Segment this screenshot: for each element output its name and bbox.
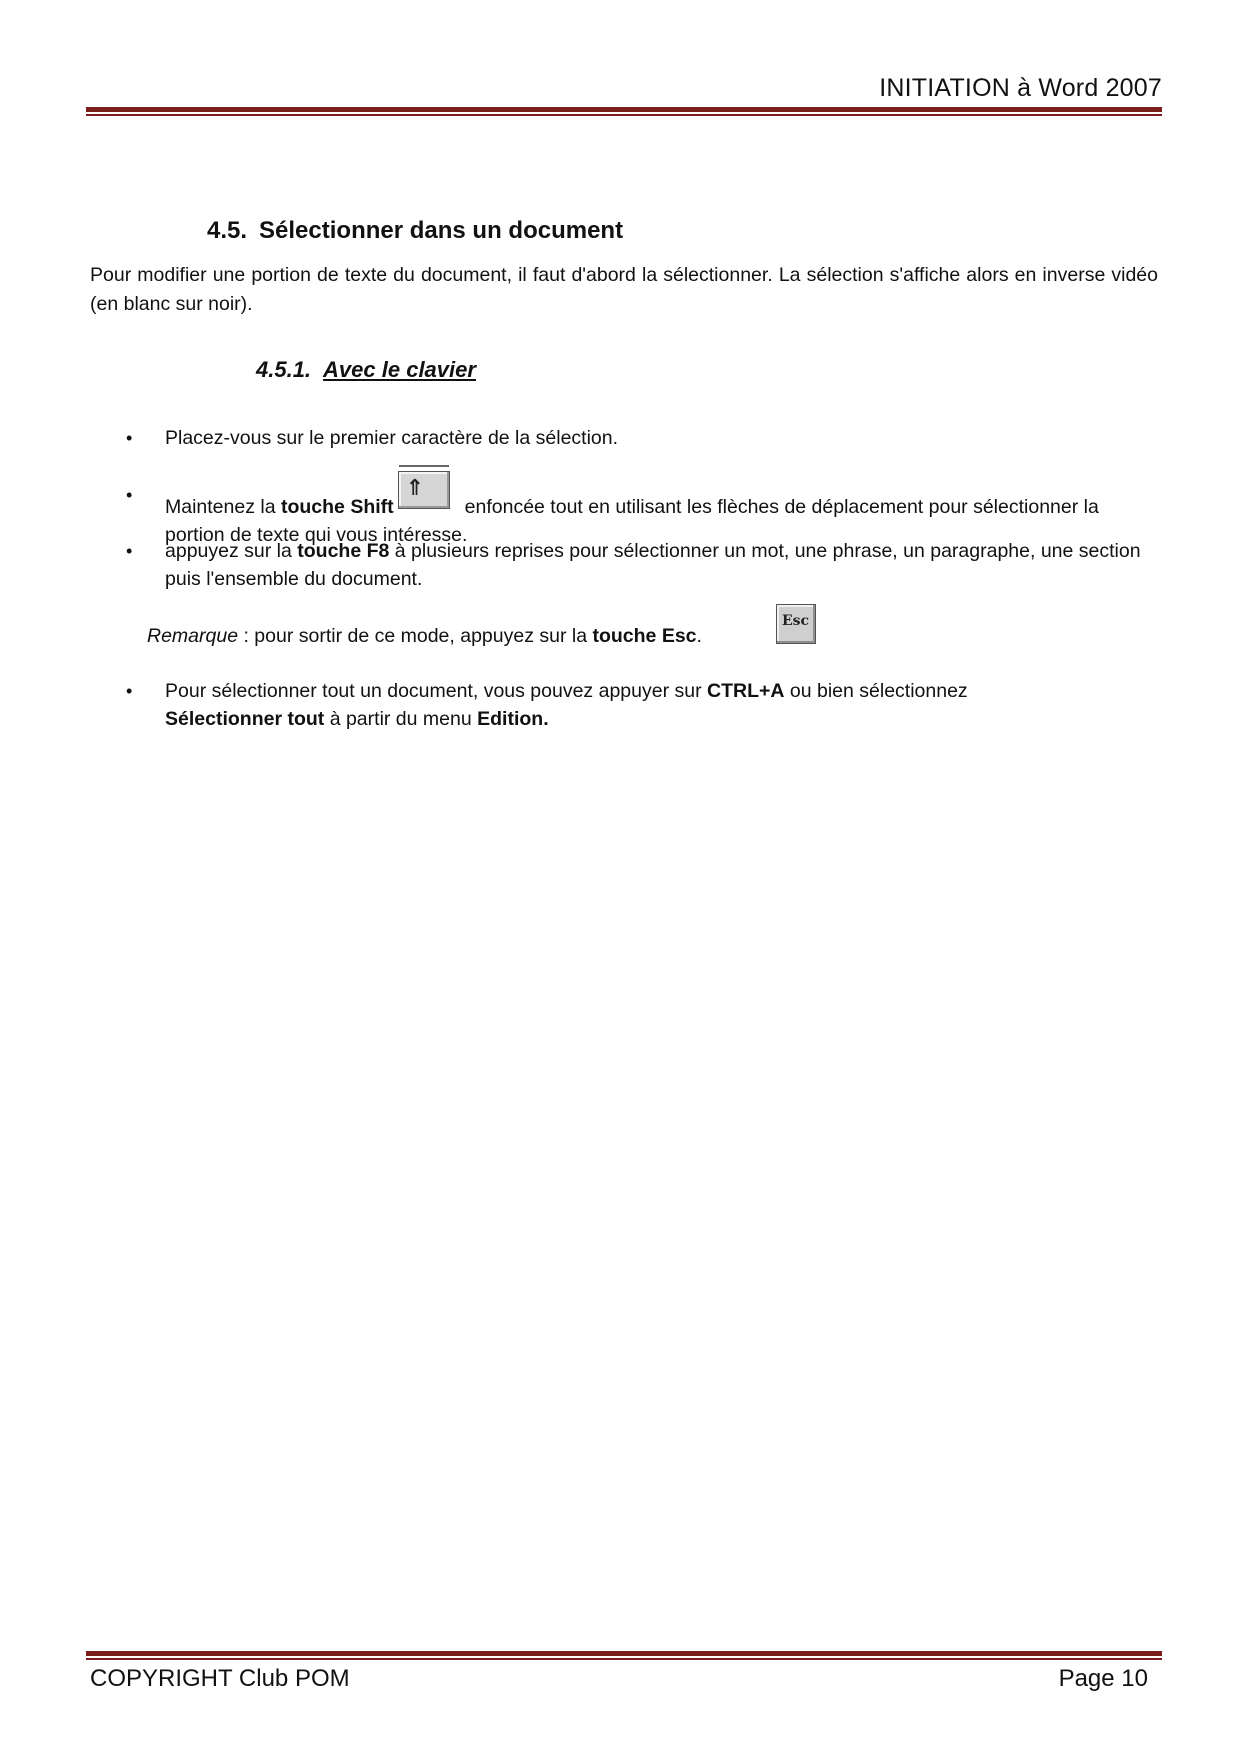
list-item-bold: CTRL+A — [707, 680, 785, 702]
list-item-text-pre: Maintenez la — [165, 496, 281, 518]
footer-copyright: COPYRIGHT Club POM — [90, 1665, 350, 1692]
intro-paragraph: Pour modifier une portion de texte du document, il faut d'abord la sélectionner. La sélection s'affiche alors en inverse vidéo (en blanc sur noir). — [90, 264, 1158, 315]
shift-key-icon — [398, 471, 450, 509]
list-item — [126, 537, 1155, 593]
section-heading — [207, 217, 623, 245]
list-item-bold: touche F8 — [297, 540, 390, 562]
subsection-heading — [256, 357, 476, 383]
esc-key-label: Esc — [782, 613, 810, 629]
subsection-title: Avec le clavier — [323, 357, 476, 382]
list-item-text-mid: ou bien sélectionnez — [784, 680, 968, 702]
list-item-text-pre: appuyez sur la — [165, 540, 298, 562]
list-item-bold: touche Shift — [280, 496, 394, 518]
list-item-text-post: à plusieurs reprises pour sélectionner un mot, une phrase, un paragraphe, une section puis l'ensemble du document. — [165, 540, 1141, 590]
header-title: INITIATION à Word 2007 — [879, 74, 1162, 102]
list-item-bold: Sélectionner tout — [165, 708, 325, 730]
list-item-text-pre: Pour sélectionner tout un document, vous pouvez appuyer sur — [165, 680, 707, 702]
list-item-bold: Edition. — [477, 708, 549, 730]
list-item — [126, 424, 1155, 452]
remark-end: . — [696, 625, 702, 647]
list-item-text: Placez-vous sur le premier caractère de la sélection. — [165, 427, 619, 449]
header-rule — [86, 107, 1162, 116]
footer-rule — [86, 1651, 1162, 1660]
bullet-icon: • — [126, 541, 133, 561]
subsection-number: 4.5.1. — [256, 357, 312, 382]
list-item — [126, 677, 1155, 733]
esc-key-icon — [776, 604, 816, 644]
list-item-text-post: enfoncée tout en utilisant les flèches de déplacement pour sélectionner la portion de texte qui vous intéresse. — [165, 496, 1099, 546]
remark-text: : pour sortir de ce mode, appuyez sur la — [238, 625, 593, 647]
page-number: Page 10 — [1058, 1665, 1148, 1692]
remark-label: Remarque — [147, 625, 239, 647]
bullet-icon: • — [126, 681, 133, 701]
section-title: Sélectionner dans un document — [259, 217, 624, 244]
bullet-icon: • — [126, 428, 133, 448]
shift-arrow-glyph: ⇑ — [405, 476, 425, 501]
bullet-icon: • — [126, 485, 133, 505]
remark-note — [147, 622, 702, 650]
section-number: 4.5. — [207, 217, 248, 244]
list-item-text-mid: à partir du menu — [324, 708, 478, 730]
remark-bold: touche Esc — [592, 625, 697, 647]
